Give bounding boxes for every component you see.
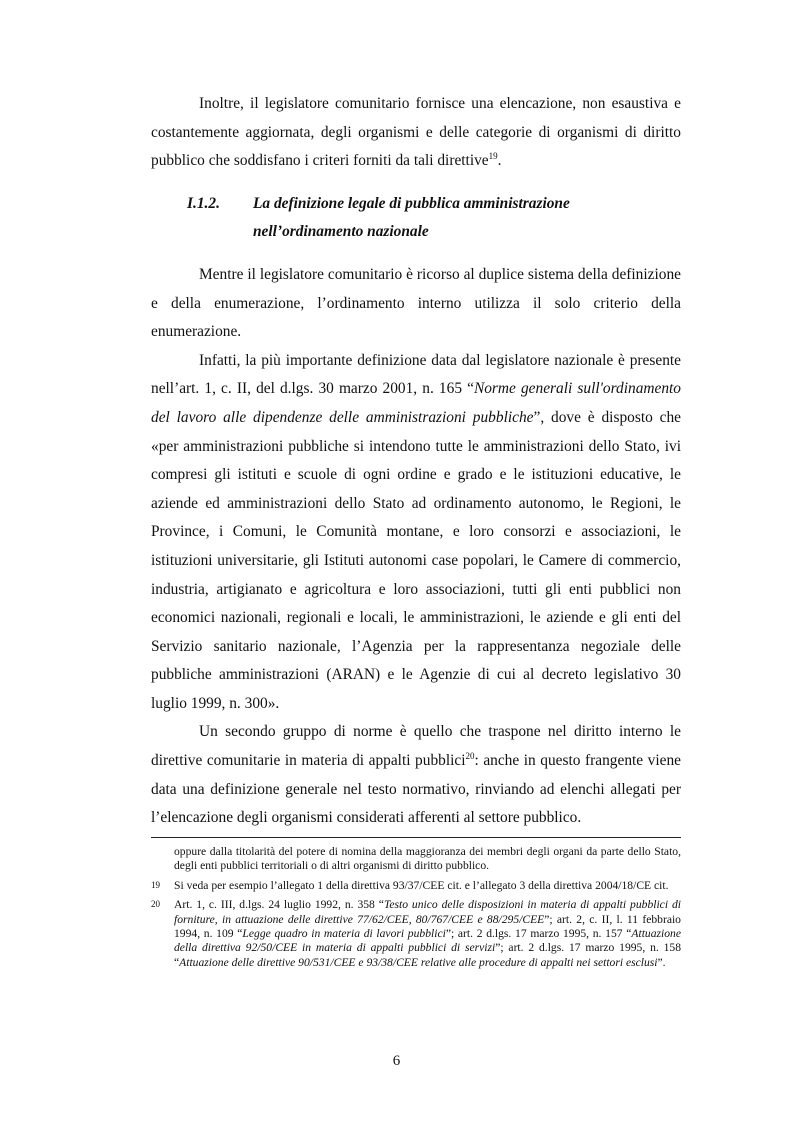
fn20-seg-1: Art. 1, c. III, d.lgs. 24 luglio 1992, n. 358 “ (174, 898, 384, 912)
paragraph-2: Mentre il legislatore comunitario è ricorso al duplice sistema della definizione e della enumerazione, l’ordinamento interno utilizza il solo criterio della enumerazione. (151, 265, 681, 341)
footnote-continuation: oppure dalla titolarità del potere di nomina della maggioranza dei membri degli organi da parte dello Stato, degli enti pubblici territoriali o di altri organismi di diritto pubblico. (174, 845, 681, 873)
footnote-separator (151, 837, 681, 838)
fn20-italic-1: Testo unico delle disposizioni in materia di appalti pubblici di forniture, in attuazione delle direttive 77/62/CEE, 80/767/CEE e 88/295/CEE (174, 898, 681, 926)
paragraph-3-part-1: Infatti, la più importante definizione data dal legislatore nazionale è presente nell’art. 1, c. II, del d.lgs. 30 marzo 2001, n. 165 “ (151, 351, 681, 398)
paragraph-3 (151, 347, 681, 719)
fn20-seg-2: ”; art. 2, c. II, l. 11 febbraio 1994, n. 109 “ (174, 912, 681, 941)
footnote-20 (151, 898, 681, 970)
footnote-ref-19[interactable]: 19 (488, 151, 498, 162)
paragraph-4 (151, 718, 681, 832)
paragraph-1-tail: . (497, 152, 502, 170)
fn20-seg-3: ”; art. 2 d.lgs. 17 marzo 1995, n. 157 “ (445, 927, 632, 941)
paragraph-3-part-2: ”, dove è disposto che «per amministrazioni pubbliche si intendono tutte le amministrazioni dello Stato, ivi compresi gli istituti e scuole di ogni ordine e grado e le istituzioni educative, le aziende ed amministrazioni dello Stato ad ordinamento autonomo, le Regioni, le Province, i Comuni, le Comunità montane, e loro consorzi e associazioni, le istituzioni universitarie, gli Istituti autonomi case popolari, le Camere di commercio, industria, artigianato e agricoltura e loro associazioni, tutti gli enti pubblici non economici nazionali, regionali e locali, le amministrazioni, le aziende e gli enti del Servizio sanitario nazionale, l’Agenzia per la rappresentanza negoziale delle pubbliche amministrazioni (ARAN) e le Agenzie di cui al decreto legislativo 30 luglio 1999, n. 300». (151, 408, 681, 712)
paragraph-1-text: Inoltre, il legislatore comunitario fornisce una elencazione, non esaustiva e costantemente aggiornata, degli organismi e delle categorie di organismi di diritto pubblico che soddisfano i criteri forniti da tali direttive (151, 95, 681, 170)
section-title (253, 190, 681, 247)
page-number: 6 (392, 1053, 401, 1069)
section-title-line-1: La definizione legale di pubblica amministrazione (253, 194, 570, 212)
section-number: I.1.2. (187, 194, 220, 212)
paragraph-4-part-2: : anche in questo frangente viene data una definizione generale nel testo normativo, rinviando ad elenchi allegati per l’elencazione degli organismi considerati afferenti al settore pubblico. (151, 752, 681, 827)
footnote-20-text (174, 898, 681, 970)
law-title-italic: Norme generali sull'ordinamento del lavoro alle dipendenze delle amministrazioni pubbliche (151, 380, 682, 426)
footnote-ref-20[interactable]: 20 (465, 750, 475, 761)
footnote-19-number: 19 (151, 879, 160, 890)
footnote-19-text: Si veda per esempio l’allegato 1 della direttiva 93/37/CEE cit. e l’allegato 3 della direttiva 2004/18/CE cit. (174, 878, 669, 892)
paragraph-4-part-1: Un secondo gruppo di norme è quello che traspone nel diritto interno le direttive comunitarie in materia di appalti pubblici (151, 723, 681, 770)
fn20-seg-4: ”; art. 2 d.lgs. 17 marzo 1995, n. 158 “ (174, 941, 681, 969)
footnote-19 (151, 879, 681, 893)
footnote-20-number: 20 (151, 899, 160, 910)
fn20-italic-2: Legge quadro in materia di lavori pubblici (242, 927, 446, 941)
footnotes (151, 845, 681, 975)
fn20-italic-4: Attuazione delle direttive 90/531/CEE e 93/38/CEE relative alle procedure di appalti nei settori esclusi (179, 955, 658, 969)
paragraph-1 (151, 90, 681, 176)
section-heading (151, 190, 681, 247)
section-title-line-2: nell’ordinamento nazionale (253, 223, 429, 241)
fn20-italic-3: Attuazione della direttiva 92/50/CEE in materia di appalti pubblici di servizi (174, 927, 681, 955)
page-body (151, 90, 681, 833)
fn20-seg-5: ”. (657, 955, 666, 969)
